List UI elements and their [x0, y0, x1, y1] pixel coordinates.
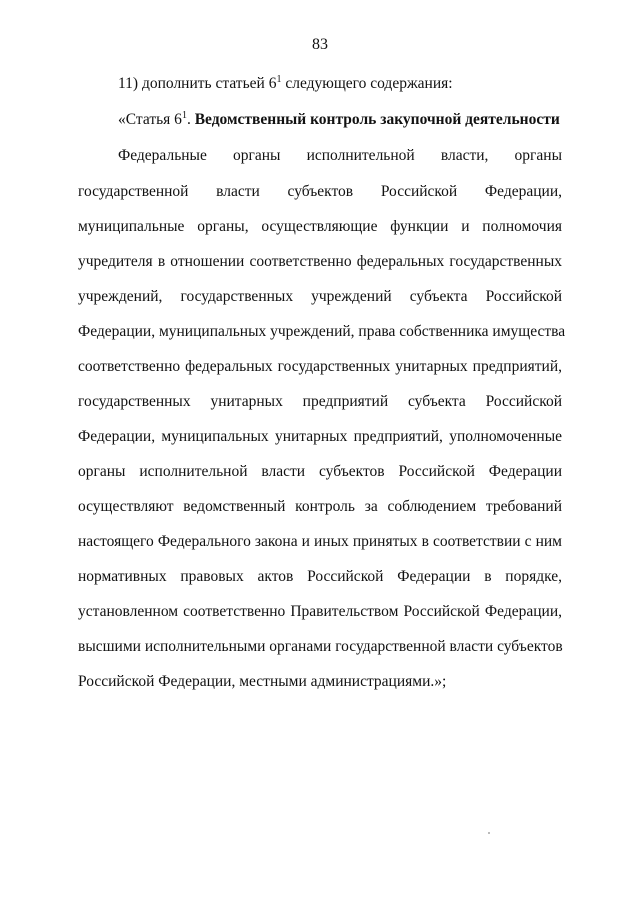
- body-line: государственной власти субъектов Российской Федерации,: [78, 183, 562, 200]
- body-line: Федерации, муниципальных учреждений, права собственника имущества: [78, 323, 566, 340]
- article-heading-dot: .: [186, 111, 195, 128]
- body-line: учреждений, государственных учреждений субъекта Российской: [78, 288, 562, 305]
- article-heading-sup: 1: [181, 110, 187, 121]
- body-line: органы исполнительной власти субъектов Российской Федерации: [78, 463, 562, 480]
- body-line: установленном соответственно Правительством Российской Федерации,: [78, 603, 562, 620]
- body-line: учредителя в отношении соответственно федеральных государственных: [78, 253, 562, 270]
- body-line: муниципальные органы, осуществляющие функции и полномочия: [78, 218, 562, 235]
- body-line: государственных унитарных предприятий субъекта Российской: [78, 393, 562, 410]
- page-number: 83: [312, 36, 328, 53]
- body-line: Федеральные органы исполнительной власти, органы: [118, 147, 562, 164]
- item-line-suffix: следующего содержания:: [281, 75, 453, 92]
- body-line: соответственно федеральных государственных унитарных предприятий,: [78, 358, 562, 375]
- body-line-last: Российской Федерации, местными администрациями.»;: [78, 673, 447, 690]
- item-line-sup: 1: [276, 74, 282, 85]
- article-heading-title: Ведомственный контроль закупочной деятельности: [194, 111, 560, 128]
- article-heading-prefix: «Статья 6: [118, 111, 182, 128]
- article-heading: [78, 110, 562, 130]
- item-line-prefix: 11) дополнить статьей 6: [118, 75, 277, 92]
- body-line: высшими исполнительными органами государственной власти субъектов: [78, 638, 563, 655]
- body-line: осуществляют ведомственный контроль за соблюдением требований: [78, 498, 562, 515]
- item-line: [78, 74, 562, 94]
- body-line: настоящего Федерального закона и иных принятых в соответствии с ним: [78, 533, 562, 550]
- body-line: нормативных правовых актов Российской Федерации в порядке,: [78, 568, 562, 585]
- scan-speck: [488, 832, 490, 834]
- body-line: Федерации, муниципальных унитарных предприятий, уполномоченные: [78, 428, 562, 445]
